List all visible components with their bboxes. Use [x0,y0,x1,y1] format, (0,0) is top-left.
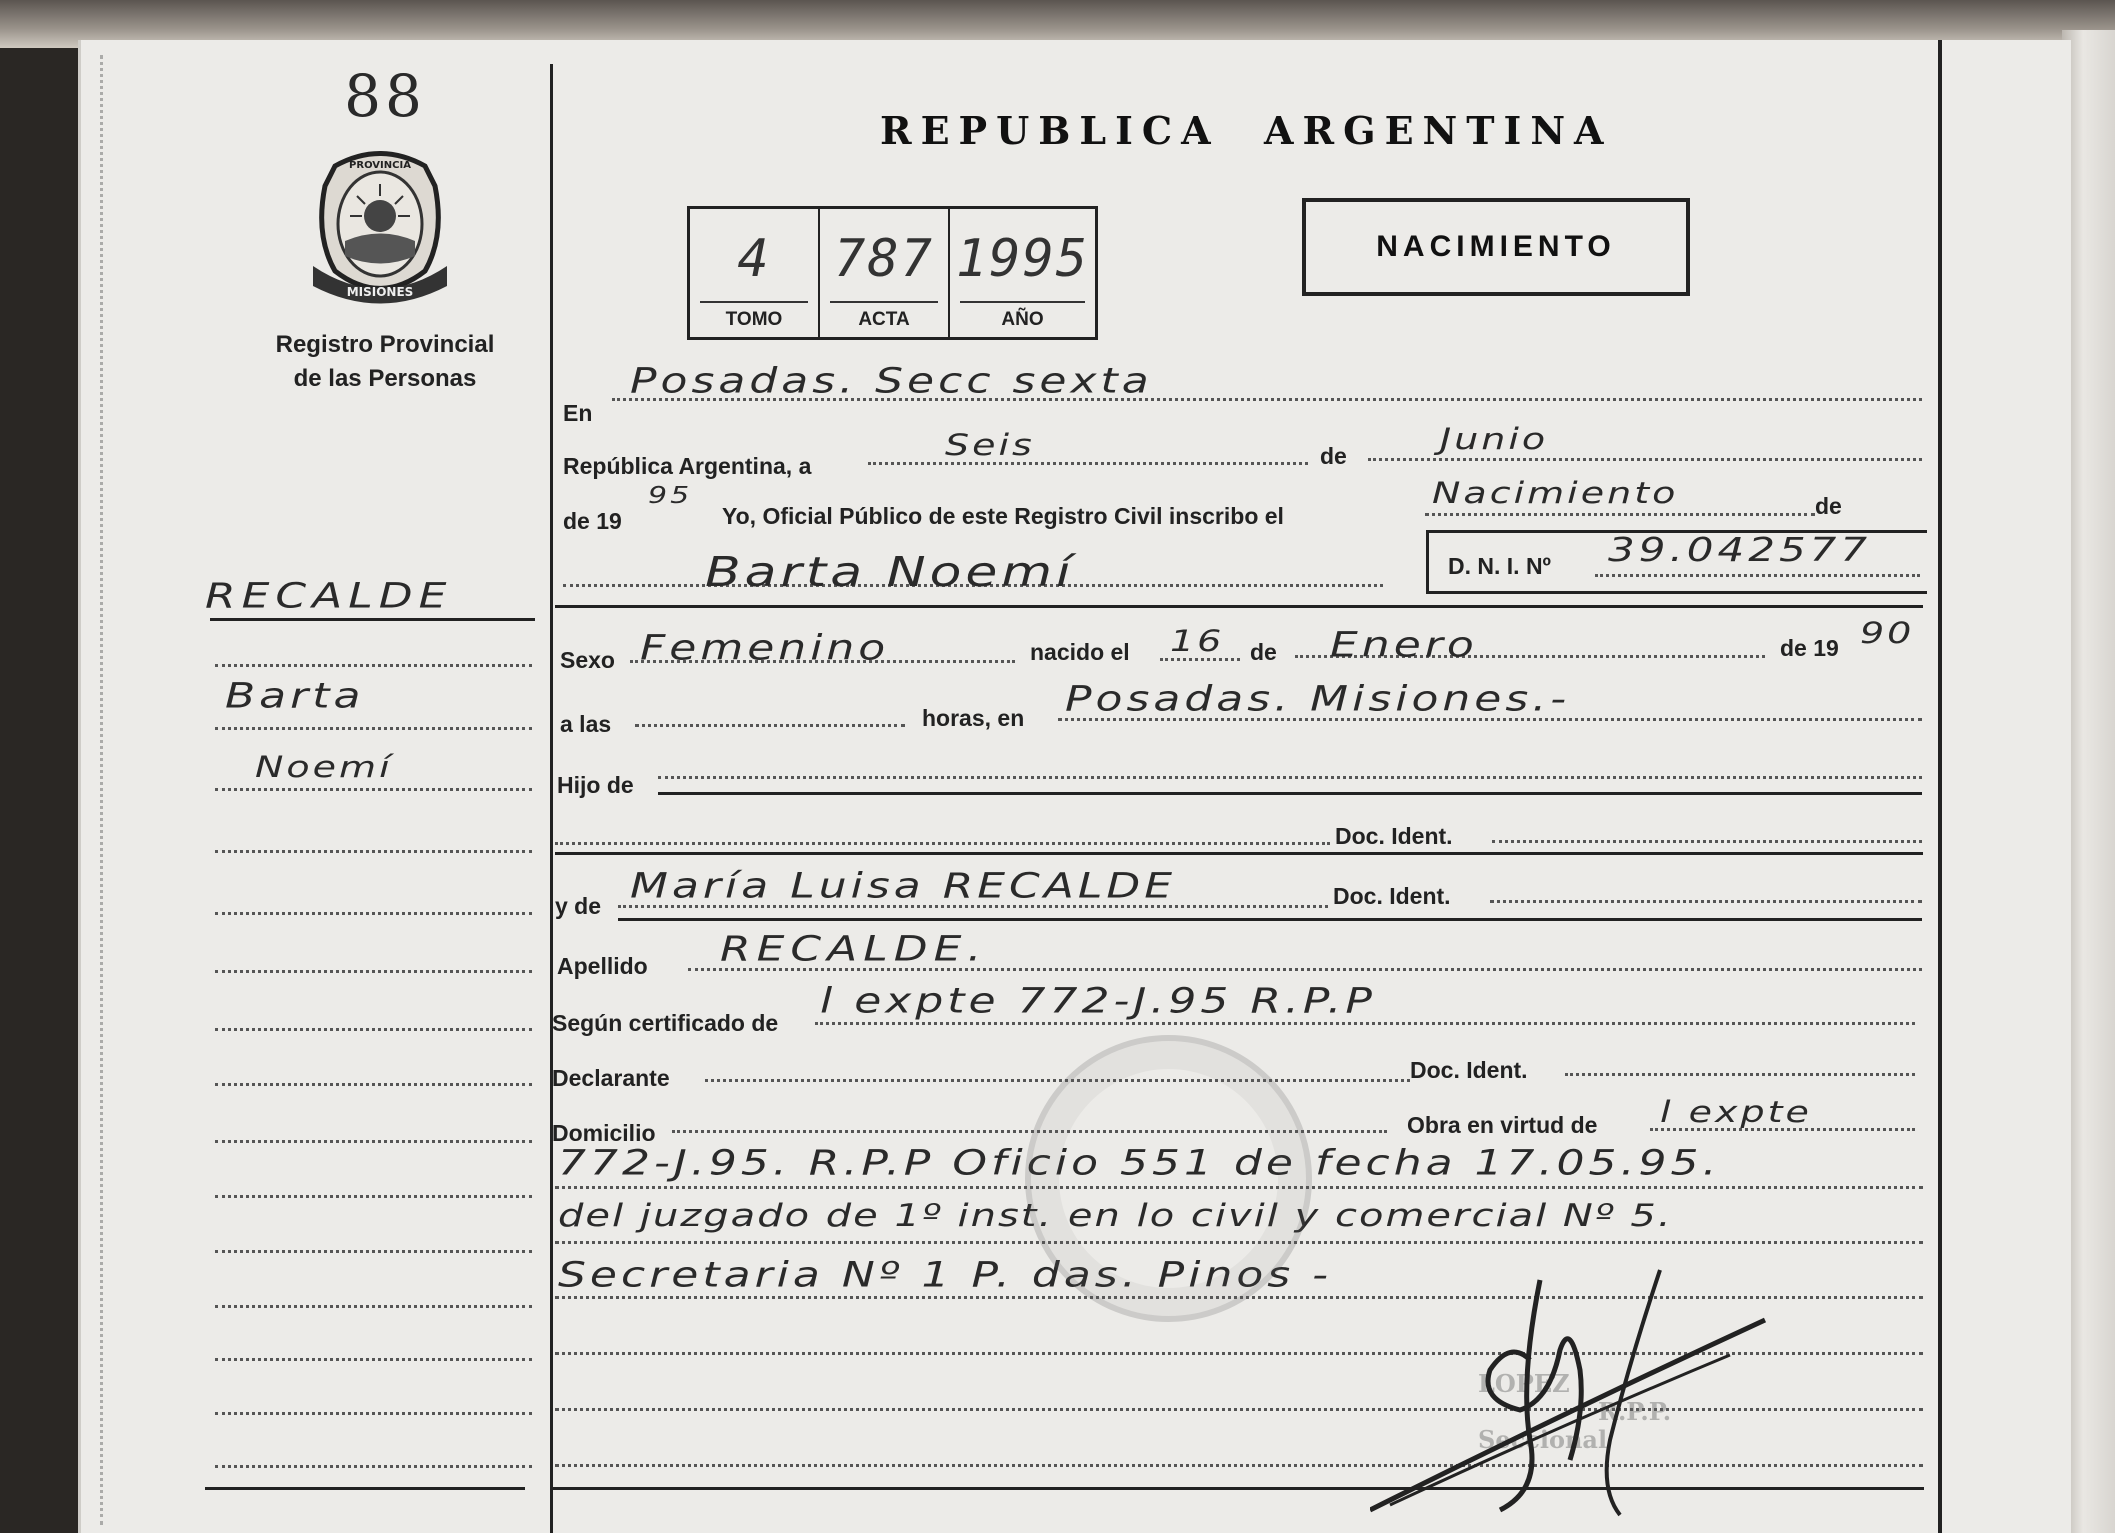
section-rule [555,605,1923,608]
value-lugar: Posadas. Secc sexta [630,361,1153,401]
label-y-de: y de [555,893,602,919]
label-sexo: Sexo [560,647,615,673]
emblem-text-top: PROVINCIA [349,160,411,171]
value-mes-nac: Enero [1330,625,1478,665]
value-line1: 772-J.95. R.P.P Oficio 551 de fecha 17.05.95. [558,1143,1721,1183]
label-nacido: nacido el [1030,639,1130,665]
margin-rule [215,788,532,791]
label-republica: República Argentina, a [563,453,812,479]
margin-rule [215,970,532,973]
issuing-office [225,328,545,396]
document-type-box: NACIMIENTO [1302,198,1690,296]
field-line [555,842,1330,845]
margin-name1: Barta [225,676,365,716]
emblem-text-bottom: MISIONES [346,285,414,299]
field-line [658,792,1922,795]
label-segun: Según certificado de [552,1010,779,1036]
label-oficial: Yo, Oficial Público de este Registro Civil inscribo el [722,503,1284,529]
margin-name2: Noemí [255,749,393,784]
label-domicilio: Domicilio [552,1120,656,1146]
margin-rule [215,727,532,730]
field-line [1565,1073,1915,1076]
field-line [635,724,905,727]
label-de-19b: de 19 [1780,635,1839,661]
field-line [1160,658,1240,661]
tomo-cell [690,209,820,337]
anio-label: AÑO [1001,309,1044,330]
margin-rule [215,1028,532,1031]
tomo-label: TOMO [725,309,783,330]
seal-line3: Seccional [1478,1425,1608,1454]
label-en: En [563,400,593,426]
acta-value: 787 [834,229,934,289]
value-dia: Seis [945,427,1035,462]
page-number: 88 [344,62,426,130]
field-line [1368,458,1922,461]
margin-rule [215,1465,532,1468]
margin-rule [210,618,535,621]
margin-rule [215,850,532,853]
value-dia-nac: 16 [1170,623,1225,658]
value-line2: del juzgado de 1º inst. en lo civil y comercial Nº 5. [558,1198,1673,1234]
country-title: REPUBLICA ARGENTINA [880,108,1613,153]
margin-rule [215,1083,532,1086]
field-line [658,776,1922,779]
tomo-rule [700,301,808,303]
margin-bottom-rule [205,1487,525,1490]
label-apellido: Apellido [557,953,648,979]
label-doc2: Doc. Ident. [1333,883,1451,909]
margin-rule [215,1195,532,1198]
field-line [868,462,1308,465]
field-line [1425,513,1815,516]
label-de-end: de [1815,493,1842,519]
label-doc3: Doc. Ident. [1410,1057,1528,1083]
registro-line1: Registro Provincial [275,331,495,358]
margin-rule [215,1358,532,1361]
label-horas: horas, en [922,705,1025,731]
anio-cell [950,209,1095,337]
label-hijo: Hijo de [557,772,634,798]
value-madre: María Luisa RECALDE [630,866,1177,906]
provincial-emblem-icon [305,146,455,306]
field-line [1492,840,1922,843]
value-nombre: Barta Noemí [705,549,1075,596]
label-a-las: a las [560,711,612,737]
label-declarante: Declarante [552,1065,670,1091]
page-border-right [1938,40,1942,1533]
value-inscripcion: Nacimiento [1432,475,1679,510]
value-mes: Junio [1440,421,1549,456]
value-obra: l expte [1660,1094,1812,1129]
section-rule [555,852,1923,855]
value-certificado: l expte 772-J.95 R.P.P [820,981,1376,1021]
margin-rule [215,1140,532,1143]
column-divider [550,64,553,1533]
official-signature [1370,1260,1790,1520]
official-stamp [1025,1035,1312,1322]
margin-rule [215,664,532,667]
value-dni: 39.042577 [1608,530,1872,569]
anio-rule [960,301,1085,303]
field-line [618,918,1922,921]
acta-label: ACTA [858,309,910,330]
label-obra: Obra en virtud de [1407,1112,1598,1138]
value-anio-nac: 90 [1860,615,1915,650]
value-anio: 95 [648,481,693,509]
binding-margin [100,55,105,1525]
label-doc1: Doc. Ident. [1335,823,1453,849]
seal-line1: LOPEZ [1478,1369,1570,1398]
value-sexo: Femenino [640,628,890,668]
value-apellido: RECALDE. [720,929,988,969]
label-de2: de [1250,639,1277,665]
field-line [815,1022,1915,1025]
label-dni: D. N. I. Nº [1448,553,1551,579]
label-de-19: de 19 [563,508,622,534]
value-lugar-nac: Posadas. Misiones.- [1065,679,1571,719]
margin-surname: RECALDE [205,576,453,616]
margin-rule [215,1250,532,1253]
margin-rule [215,912,532,915]
acta-cell [820,209,950,337]
record-number-box [687,206,1098,340]
margin-rule [215,1412,532,1415]
field-line [1595,574,1920,577]
margin-rule [215,1305,532,1308]
registro-line2: de las Personas [293,365,477,392]
anio-value: 1995 [955,229,1090,289]
tomo-value: 4 [737,229,771,289]
value-line3: Secretaria Nº 1 P. das. Pinos - [558,1255,1333,1295]
field-line [705,1079,1410,1082]
field-line [1490,900,1922,903]
seal-line2: R.P.P. [1598,1397,1672,1426]
label-de: de [1320,443,1347,469]
acta-rule [830,301,938,303]
